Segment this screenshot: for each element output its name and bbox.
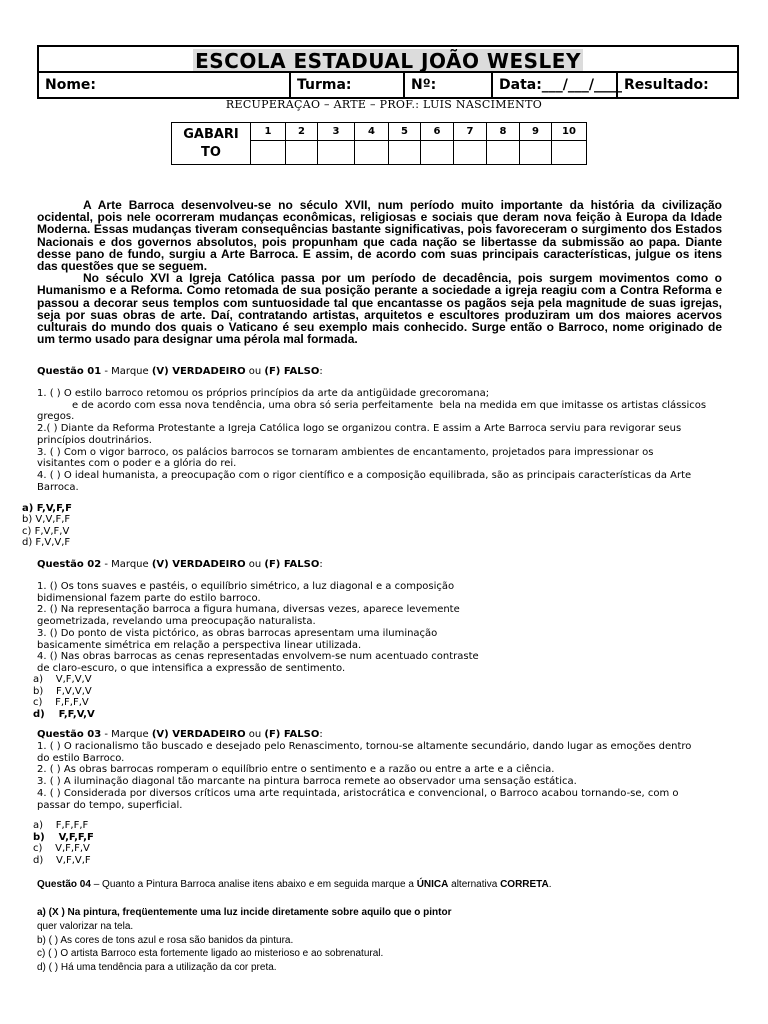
answer-key-cell[interactable] — [520, 141, 552, 165]
question-line: 3. () Do ponto de vista pictórico, as obras barrocas apresentam uma iluminação — [37, 627, 438, 639]
answer-key-number: 3 — [318, 123, 355, 141]
answer-option[interactable]: c) V,F,F,V — [33, 843, 90, 855]
answer-key-cell[interactable] — [454, 141, 487, 165]
answer-option[interactable]: d) ( ) Há uma tendência para a utilização da cor preta. — [37, 962, 277, 974]
question-3-items — [37, 741, 737, 811]
answer-option[interactable]: d) F,F,V,V — [33, 709, 95, 721]
answer-option[interactable]: a) F,F,F,F — [33, 820, 89, 831]
answer-key-number: 9 — [520, 123, 552, 141]
answer-option[interactable]: d) F,V,V,F — [22, 536, 71, 548]
intro-paragraph: A Arte Barroca desenvolveu-se no século XVII, num período muito importante da história da civilização ocidental, pois nele ocorreram mudanças econômicas, religiosas e sociais que deram nova feição à Europa da Idade Moderna. Essas mudanças tiveram consequências bastante significativas, pois favoreceram o surgimento dos Estados Nacionais e dos governos absolutos, pois propunham que cada nação se libertasse da submissão ao papa. Diante desse pano de fundo, surgiu a Arte Barroca. E assim, de acordo com suas principais características, julgue os itens das questões que se seguem. — [37, 198, 722, 274]
name-field[interactable]: Nome: — [39, 73, 291, 97]
answer-option[interactable]: a) V,F,V,V — [33, 674, 92, 685]
number-field[interactable]: Nº: — [405, 73, 493, 97]
question-2-heading: Questão 02 - Marque (V) VERDADEIRO ou (F) FALSO: — [37, 559, 323, 570]
answer-key-label: GABARI TO — [172, 123, 251, 165]
question-4-options — [37, 906, 452, 975]
answer-option[interactable]: a) F,V,F,F — [22, 503, 72, 514]
question-line: do estilo Barroco. — [37, 752, 125, 764]
question-4-heading: Questão 04 – Quanto a Pintura Barroca analise itens abaixo e em seguida marque a ÚNICA alternativa CORRETA. — [37, 879, 552, 890]
question-line: 4. ( ) O ideal humanista, a preocupação com o rigor científico e a composição equilibrada, são as principais características da Arte — [37, 469, 692, 481]
question-line: 3. ( ) Com o vigor barroco, os palácios barrocos se tornaram ambientes de encantamento, projetados para impressionar os — [37, 446, 654, 458]
answer-option[interactable]: c) F,F,F,V — [33, 697, 89, 709]
answer-key-number: 1 — [251, 123, 286, 141]
page-subtitle: RECUPERAÇÃO – ARTE – PROF.: LUIS NASCIMENTO — [225, 98, 543, 111]
answer-key-number: 7 — [454, 123, 487, 141]
answer-option-continuation: quer valorizar na tela. — [37, 920, 134, 932]
question-line: geometrizada, revelando uma preocupação naturalista. — [37, 616, 316, 628]
question-line: 2.( ) Diante da Reforma Protestante a Igreja Católica logo se organizou contra. E assim a Arte Barroca serviu para revigorar seus — [37, 423, 682, 435]
question-line: visitantes com o poder e a glória do rei. — [37, 458, 237, 470]
answer-key-cell[interactable] — [487, 141, 520, 165]
answer-option[interactable]: c) ( ) O artista Barroco esta fortemente ligado ao misterioso e ao sobrenatural. — [37, 948, 384, 960]
question-line: bidimensional fazem parte do estilo barroco. — [37, 592, 261, 604]
question-line: 3. ( ) A iluminação diagonal tão marcante na pintura barroca remete ao observador uma sensação estática. — [37, 776, 577, 788]
question-line: 1. () Os tons suaves e pastéis, o equilíbrio simétrico, a luz diagonal e a composição — [37, 581, 455, 592]
answer-option[interactable]: b) V,F,F,F — [33, 831, 94, 843]
question-line: princípios doutrinários. — [37, 434, 152, 446]
answer-key-number: 10 — [552, 123, 587, 141]
answer-key-number: 2 — [286, 123, 318, 141]
answer-option[interactable]: b) V,V,F,F — [22, 514, 71, 526]
answer-option[interactable]: b) ( ) As cores de tons azul e rosa são banidos da pintura. — [37, 934, 294, 946]
question-line: Barroca. — [37, 481, 79, 493]
question-1-options — [22, 503, 72, 548]
answer-key-cell[interactable] — [552, 141, 587, 165]
question-line: passar do tempo, superficial. — [37, 799, 183, 811]
question-line: gregos. — [37, 411, 75, 423]
question-line: basicamente simétrica em relação a perspectiva linear utilizada. — [37, 639, 362, 651]
question-3-options — [33, 820, 94, 867]
date-field[interactable]: Data:___/___/____ — [493, 73, 618, 97]
answer-key-cell[interactable] — [389, 141, 421, 165]
question-line: 1. ( ) O estilo barroco retomou os próprios princípios da arte da antigüidade grecoromana; — [37, 388, 490, 399]
question-line: 1. ( ) O racionalismo tão buscado e desejado pelo Renascimento, tornou-se altamente secundário, dando lugar as emoções dentro — [37, 741, 692, 752]
student-info-row — [39, 71, 737, 97]
answer-key-cell[interactable] — [286, 141, 318, 165]
header-box — [37, 45, 739, 99]
answer-key-cell[interactable] — [421, 141, 454, 165]
answer-key-number: 8 — [487, 123, 520, 141]
answer-option[interactable]: c) F,V,F,V — [22, 525, 70, 537]
result-field[interactable]: Resultado: — [624, 77, 709, 93]
question-line: 2. () Na representação barroca a figura humana, diversas vezes, aparece levemente — [37, 604, 460, 616]
answer-key-cell[interactable] — [355, 141, 389, 165]
answer-key-number: 4 — [355, 123, 389, 141]
question-2-items — [37, 581, 737, 675]
class-field[interactable]: Turma: — [291, 73, 405, 97]
answer-key-cell[interactable] — [318, 141, 355, 165]
answer-key-number: 5 — [389, 123, 421, 141]
question-line: de claro-escuro, o que intensifica a expressão de sentimento. — [37, 662, 346, 674]
question-3-heading: Questão 03 - Marque (V) VERDADEIRO ou (F) FALSO: — [37, 729, 323, 740]
answer-option[interactable]: d) V,F,V,F — [33, 855, 91, 867]
question-2-options — [33, 674, 95, 721]
question-line: 4. () Nas obras barrocas as cenas representadas envolvem-se num acentuado contraste — [37, 651, 479, 663]
intro-paragraph: No século XVI a Igreja Católica passa por um período de decadência, pois surgem movimentos como o Humanismo e a Reforma. Como retomada de sua posição perante a sociedade a igreja reagiu com a Contra Reforma e passou a decorar seus templos com suntuosidade tal que encantasse os pagãos seja pela magnitude de suas igrejas, seja por suas obras de arte. Daí, contratando artistas, arquitetos e escultores produziram um dos maiores acervos culturais do mundo dos quais o Vaticano é seu exemplo mais conhecido. Surge então o Barroco, nome originado de um termo usado para designar uma pérola mal formada. — [37, 271, 722, 347]
intro-text — [37, 199, 722, 345]
question-1-heading: Questão 01 - Marque (V) VERDADEIRO ou (F) FALSO: — [37, 366, 323, 377]
question-line: 4. ( ) Considerada por diversos críticos uma arte requintada, aristocrática e convencional, o Barroco acabou tornando-se, com o — [37, 787, 679, 799]
answer-key-number: 6 — [421, 123, 454, 141]
question-line: e de acordo com essa nova tendência, uma obra só seria perfeitamente bela na medida em que imitasse os artistas clássicos — [37, 399, 707, 411]
answer-option[interactable]: b) F,V,V,V — [33, 685, 92, 697]
answer-option[interactable]: a) (X ) Na pintura, freqüentemente uma luz incide diretamente sobre aquilo que o pintor — [37, 907, 452, 918]
answer-key-table — [171, 122, 587, 165]
question-line: 2. ( ) As obras barrocas romperam o equilíbrio entre o sentimento e a razão ou entre a arte e a ciência. — [37, 764, 555, 776]
answer-key-cell[interactable] — [251, 141, 286, 165]
question-1-items — [37, 388, 737, 493]
school-title: ESCOLA ESTADUAL JOÃO WESLEY — [195, 49, 581, 73]
